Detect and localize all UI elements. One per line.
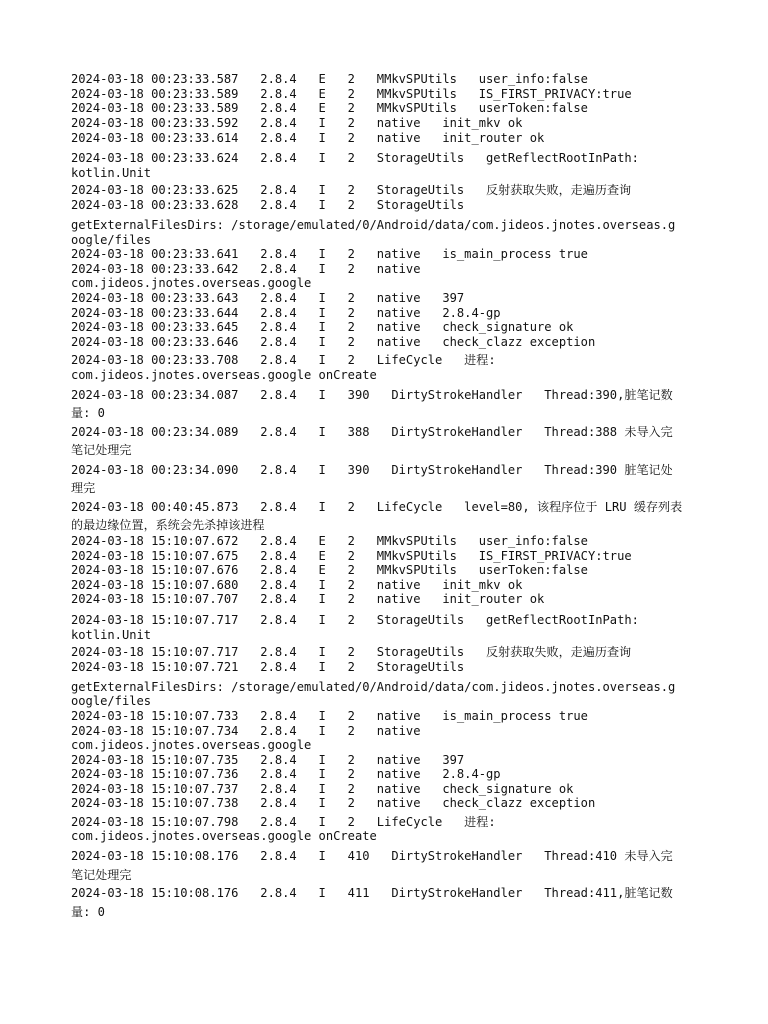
log-line: 2024-03-18 15:10:07.717 2.8.4 I 2 StorageUtils 反射获取失败，走遍历查询 [71, 645, 632, 659]
log-line: 2024-03-18 15:10:07.676 2.8.4 E 2 MMkvSPUtils userToken:false [71, 563, 588, 577]
log-line: 量: 0 [71, 406, 105, 420]
log-line: 2024-03-18 15:10:07.736 2.8.4 I 2 native 2.8.4-gp [71, 767, 501, 781]
log-line: 笔记处理完 [71, 868, 132, 882]
log-line: 2024-03-18 15:10:07.733 2.8.4 I 2 native is_main_process true [71, 709, 588, 723]
log-line: com.jideos.jnotes.overseas.google [71, 738, 312, 752]
log-line: 2024-03-18 15:10:07.735 2.8.4 I 2 native 397 [71, 753, 465, 767]
log-line: 理完 [71, 481, 96, 495]
log-line: 2024-03-18 15:10:07.798 2.8.4 I 2 LifeCycle 进程: [71, 815, 496, 829]
log-line: 2024-03-18 00:23:33.624 2.8.4 I 2 StorageUtils getReflectRootInPath: [71, 151, 639, 165]
log-line: 2024-03-18 00:23:33.592 2.8.4 I 2 native init_mkv ok [71, 116, 523, 130]
log-line: 2024-03-18 15:10:07.675 2.8.4 E 2 MMkvSPUtils IS_FIRST_PRIVACY:true [71, 549, 632, 563]
log-line: getExternalFilesDirs: /storage/emulated/0/Android/data/com.jideos.jnotes.overseas.g [71, 680, 676, 694]
log-line: 2024-03-18 00:23:33.642 2.8.4 I 2 native [71, 262, 421, 276]
log-line: 2024-03-18 15:10:07.721 2.8.4 I 2 StorageUtils [71, 660, 465, 674]
log-line: 2024-03-18 00:23:33.643 2.8.4 I 2 native 397 [71, 291, 465, 305]
log-line: kotlin.Unit [71, 166, 152, 180]
log-line: 2024-03-18 00:23:33.614 2.8.4 I 2 native init_router ok [71, 131, 545, 145]
log-line: 量: 0 [71, 905, 105, 919]
log-line: 2024-03-18 15:10:07.734 2.8.4 I 2 native [71, 724, 421, 738]
log-line: 2024-03-18 00:23:34.090 2.8.4 I 390 DirtyStrokeHandler Thread:390 脏笔记处 [71, 463, 673, 477]
log-line: oogle/files [71, 694, 152, 708]
log-line: 2024-03-18 00:23:33.587 2.8.4 E 2 MMkvSPUtils user_info:false [71, 72, 588, 86]
log-line: 2024-03-18 15:10:07.738 2.8.4 I 2 native check_clazz exception [71, 796, 596, 810]
log-line: 2024-03-18 00:23:34.089 2.8.4 I 388 DirtyStrokeHandler Thread:388 未导入完 [71, 425, 673, 439]
log-line: 2024-03-18 15:10:07.717 2.8.4 I 2 StorageUtils getReflectRootInPath: [71, 613, 639, 627]
log-line: 2024-03-18 15:10:07.680 2.8.4 I 2 native init_mkv ok [71, 578, 523, 592]
log-line: 2024-03-18 15:10:08.176 2.8.4 I 411 DirtyStrokeHandler Thread:411,脏笔记数 [71, 886, 673, 900]
log-line: 2024-03-18 00:23:33.644 2.8.4 I 2 native 2.8.4-gp [71, 306, 501, 320]
log-line: 2024-03-18 00:40:45.873 2.8.4 I 2 LifeCycle level=80, 该程序位于 LRU 缓存列表 [71, 500, 683, 514]
log-line: 的最边缘位置，系统会先杀掉该进程 [71, 518, 265, 532]
log-line: 2024-03-18 00:23:33.625 2.8.4 I 2 StorageUtils 反射获取失败，走遍历查询 [71, 183, 632, 197]
log-line: 2024-03-18 00:23:34.087 2.8.4 I 390 DirtyStrokeHandler Thread:390,脏笔记数 [71, 388, 673, 402]
log-line: 2024-03-18 15:10:08.176 2.8.4 I 410 DirtyStrokeHandler Thread:410 未导入完 [71, 849, 673, 863]
log-line: 2024-03-18 00:23:33.589 2.8.4 E 2 MMkvSPUtils IS_FIRST_PRIVACY:true [71, 87, 632, 101]
log-text-block [71, 72, 701, 919]
log-line: getExternalFilesDirs: /storage/emulated/0/Android/data/com.jideos.jnotes.overseas.g [71, 218, 676, 232]
log-line: 2024-03-18 00:23:33.641 2.8.4 I 2 native is_main_process true [71, 247, 588, 261]
log-line: com.jideos.jnotes.overseas.google onCreate [71, 368, 377, 382]
log-line: 2024-03-18 00:23:33.628 2.8.4 I 2 StorageUtils [71, 198, 465, 212]
log-line: 2024-03-18 00:23:33.708 2.8.4 I 2 LifeCycle 进程: [71, 353, 496, 367]
log-line: com.jideos.jnotes.overseas.google [71, 276, 312, 290]
log-line: 笔记处理完 [71, 443, 132, 457]
log-line: 2024-03-18 00:23:33.646 2.8.4 I 2 native check_clazz exception [71, 335, 596, 349]
log-line: 2024-03-18 15:10:07.737 2.8.4 I 2 native check_signature ok [71, 782, 574, 796]
log-line: com.jideos.jnotes.overseas.google onCreate [71, 829, 377, 843]
log-line: oogle/files [71, 233, 152, 247]
log-line: 2024-03-18 15:10:07.672 2.8.4 E 2 MMkvSPUtils user_info:false [71, 534, 588, 548]
log-line: 2024-03-18 15:10:07.707 2.8.4 I 2 native init_router ok [71, 592, 545, 606]
log-line: 2024-03-18 00:23:33.645 2.8.4 I 2 native check_signature ok [71, 320, 574, 334]
log-line: kotlin.Unit [71, 628, 152, 642]
log-line: 2024-03-18 00:23:33.589 2.8.4 E 2 MMkvSPUtils userToken:false [71, 101, 588, 115]
